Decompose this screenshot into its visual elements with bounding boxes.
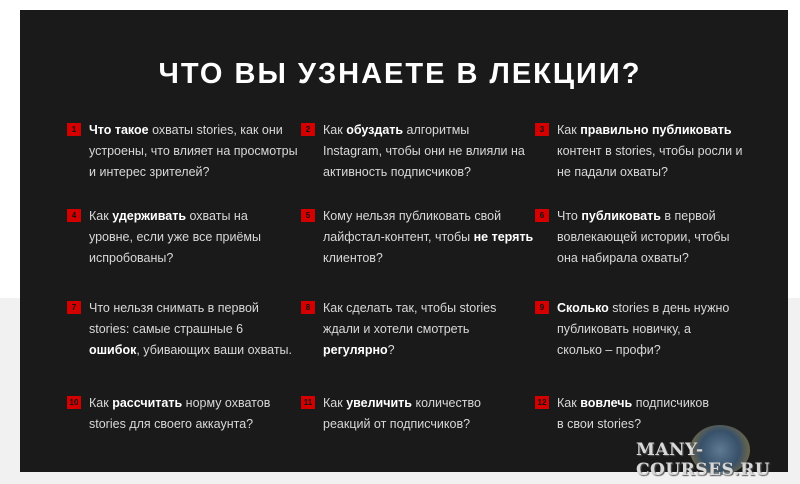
topic-text-line [323, 141, 525, 162]
topic-text-line [89, 414, 270, 435]
topic-text [557, 120, 743, 183]
topic-text [323, 206, 533, 269]
topic-text-line [557, 141, 743, 162]
topic-text-segment: Instagram, чтобы они не влияли на [323, 144, 525, 158]
topic-number-badge: 2 [301, 123, 315, 136]
topic-text-line [557, 319, 729, 340]
topic-highlight: регулярно [323, 343, 388, 357]
topic-text-line [557, 298, 729, 319]
topic-text [557, 298, 729, 361]
topic-text-segment: Что нельзя снимать в первой [89, 301, 259, 315]
topic-text-segment: публиковать новичку, а [557, 322, 691, 336]
topic-text-segment: подписчиков [632, 396, 710, 410]
topic-text-line [323, 393, 481, 414]
topic-text-segment: лайфстал-контент, чтобы [323, 230, 474, 244]
topic-text [89, 393, 270, 435]
topic-text-segment: уровне, если уже все приёмы [89, 230, 261, 244]
topic-text-line [557, 393, 709, 414]
topic-text [89, 206, 261, 269]
topic-text-line [557, 340, 729, 361]
topic-text-line [323, 248, 533, 269]
topic-text-line [323, 340, 496, 361]
topic-text [557, 393, 709, 435]
topic-text-line [89, 162, 298, 183]
topic-text-segment: Что [557, 209, 582, 223]
topic-text-line [323, 414, 481, 435]
topic-text [323, 393, 481, 435]
topic-text-segment: , убивающих ваши охваты. [136, 343, 293, 357]
topic-text-line [89, 120, 298, 141]
topic-highlight: правильно публиковать [580, 123, 732, 137]
topic-text-line [89, 141, 298, 162]
topic-text-line [89, 206, 261, 227]
topic-text-segment: stories в день нужно [608, 301, 730, 315]
topic-text-segment: Как [323, 396, 347, 410]
topic-text-segment: в свои stories? [557, 417, 642, 431]
topic-number-badge: 6 [535, 209, 549, 222]
topic-highlight: публиковать [581, 209, 661, 223]
topic-text [557, 206, 730, 269]
topic-text [323, 120, 525, 183]
topic-number-badge: 5 [301, 209, 315, 222]
topic-text-segment: норму охватов [182, 396, 271, 410]
topic-text-line [557, 248, 730, 269]
topic-number-badge: 9 [535, 301, 549, 314]
topic-highlight: не терять [473, 230, 534, 244]
topic-number-badge: 4 [67, 209, 81, 222]
topic-text-line [557, 120, 743, 141]
topic-highlight: вовлечь [580, 396, 633, 410]
topic-text-segment: она набирала охваты? [557, 251, 689, 265]
topic-text-segment: Как [323, 123, 347, 137]
topic-text-segment: и интерес зрителей? [89, 165, 210, 179]
topic-number-badge: 12 [535, 396, 549, 409]
topic-text [89, 298, 292, 361]
topic-text-line [557, 227, 730, 248]
topic-text-segment: контент в stories, чтобы росли и [557, 144, 743, 158]
topic-number-badge: 8 [301, 301, 315, 314]
topic-text-segment: активность подписчиков? [323, 165, 471, 179]
topic-text-segment: Как [89, 396, 113, 410]
topic-text-line [323, 319, 496, 340]
topic-text-segment: количество [411, 396, 481, 410]
topic-highlight: ошибок [89, 343, 137, 357]
topic-text-line [323, 120, 525, 141]
topic-highlight: удерживать [112, 209, 187, 223]
topic-text-line [89, 393, 270, 414]
topic-highlight: рассчитать [112, 396, 183, 410]
topic-text-segment: в первой [660, 209, 716, 223]
topic-text-segment: вовлекающей истории, чтобы [557, 230, 730, 244]
topic-text-line [89, 298, 292, 319]
topic-text-segment: Кому нельзя публиковать свой [323, 209, 502, 223]
topic-text-segment: охваты на [186, 209, 248, 223]
topic-text-segment: Как [89, 209, 113, 223]
page-title: ЧТО ВЫ УЗНАЕТЕ В ЛЕКЦИИ? [158, 58, 642, 90]
watermark: MANY-COURSES.RU [636, 440, 771, 480]
topic-text-line [323, 206, 533, 227]
topic-text-line [89, 248, 261, 269]
topic-text [89, 120, 298, 183]
topic-highlight: Сколько [557, 301, 609, 315]
topic-text [323, 298, 496, 361]
topic-text-segment: stories для своего аккаунта? [89, 417, 254, 431]
topic-text-line [323, 227, 533, 248]
topic-text-segment: ? [387, 343, 395, 357]
topic-text-segment: не падали охваты? [557, 165, 668, 179]
topic-number-badge: 11 [301, 396, 315, 409]
topic-text-segment: клиентов? [323, 251, 383, 265]
topic-text-line [557, 206, 730, 227]
topic-highlight: Что такое [89, 123, 149, 137]
topic-text-segment: ждали и хотели смотреть [323, 322, 470, 336]
topic-text-line [557, 162, 743, 183]
topic-text-segment: алгоритмы [403, 123, 470, 137]
topic-text-line [89, 319, 292, 340]
topic-text-segment: сколько – профи? [557, 343, 661, 357]
topic-highlight: обуздать [346, 123, 404, 137]
topic-number-badge: 1 [67, 123, 81, 136]
topic-number-badge: 10 [67, 396, 81, 409]
topic-text-segment: Как [557, 396, 581, 410]
topic-text-line [89, 227, 261, 248]
topic-text-line [323, 298, 496, 319]
topic-text-segment: охваты stories, как они [148, 123, 283, 137]
topic-text-segment: испробованы? [89, 251, 174, 265]
topic-text-line [89, 340, 292, 361]
topic-text-segment: Как [557, 123, 581, 137]
topic-number-badge: 7 [67, 301, 81, 314]
topic-highlight: увеличить [346, 396, 412, 410]
topic-text-segment: реакций от подписчиков? [323, 417, 471, 431]
topic-number-badge: 3 [535, 123, 549, 136]
topic-text-segment: устроены, что влияет на просмотры [89, 144, 298, 158]
topic-text-segment: stories: самые страшные 6 [89, 322, 244, 336]
topic-text-segment: Как сделать так, чтобы stories [323, 301, 497, 315]
topic-text-line [557, 414, 709, 435]
topic-text-line [323, 162, 525, 183]
